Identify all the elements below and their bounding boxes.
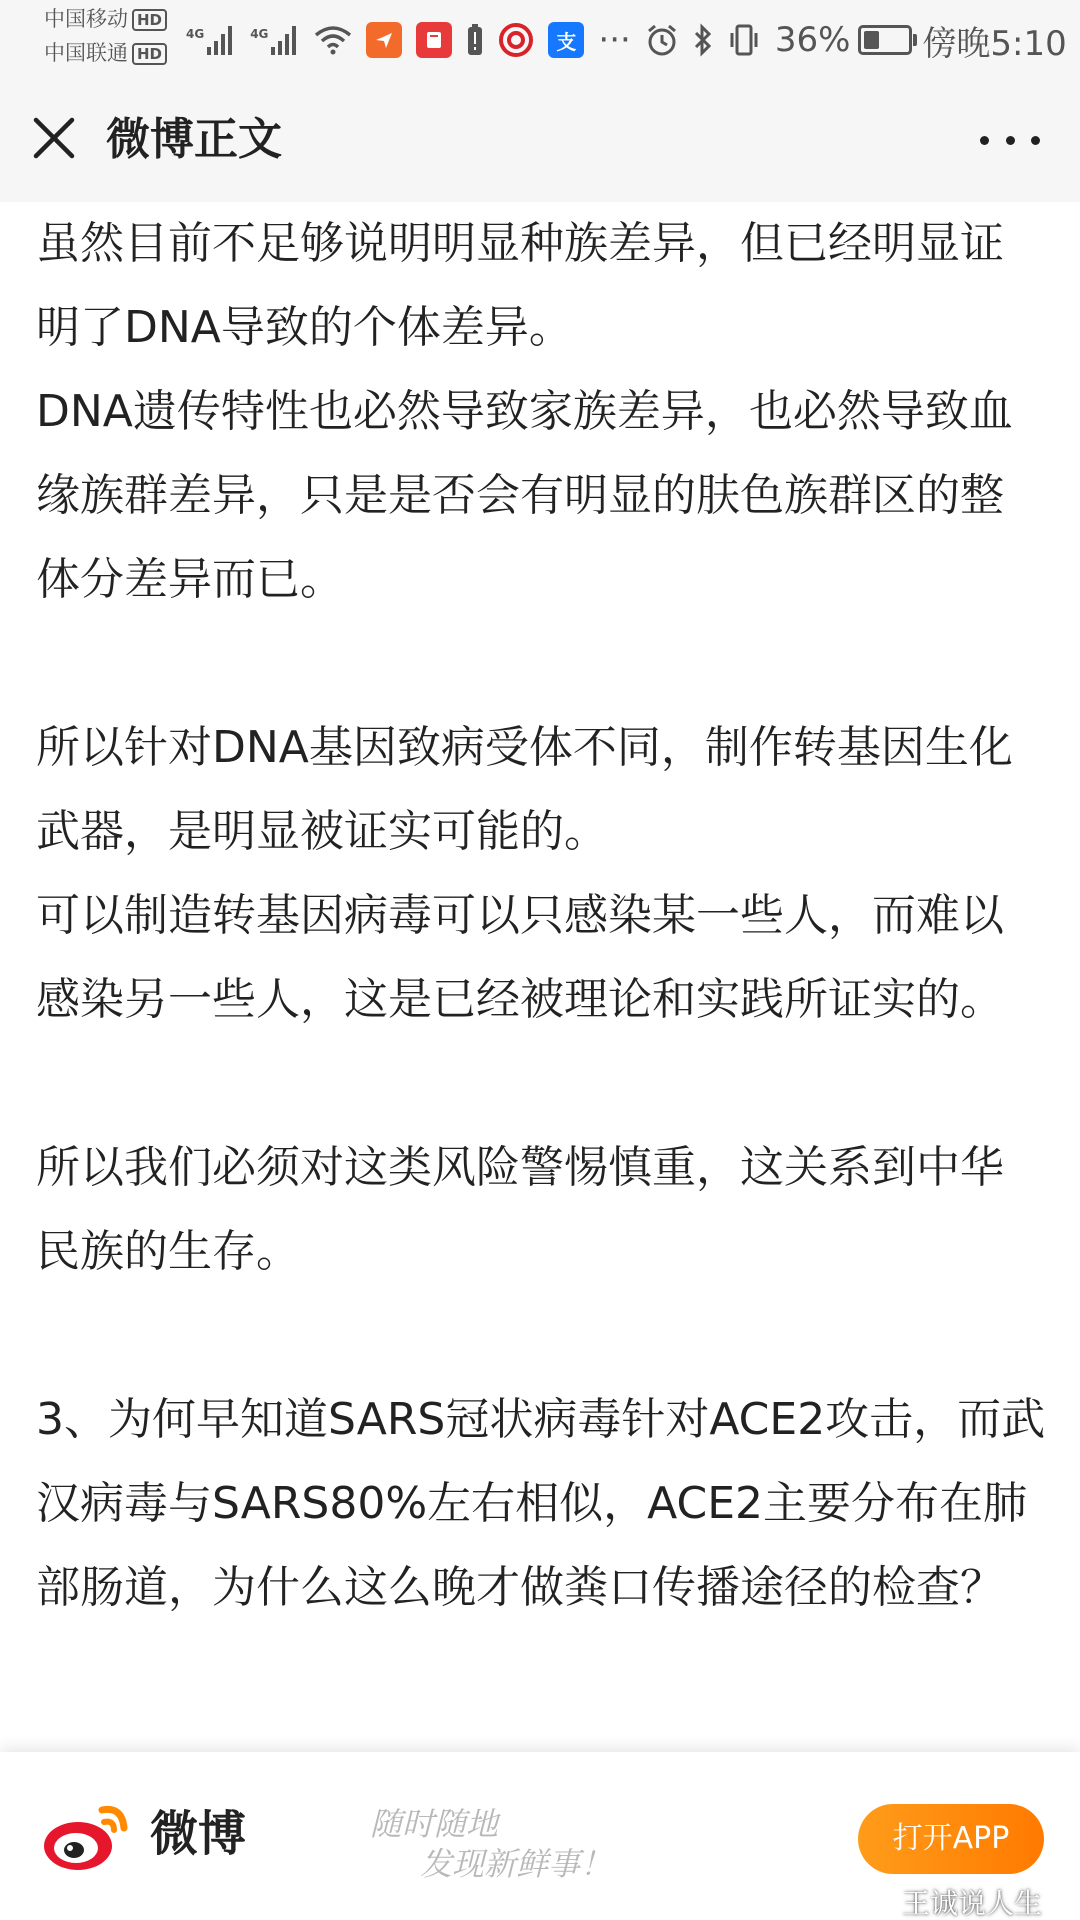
paragraph-spacer	[36, 1042, 1046, 1126]
battery-icon	[858, 25, 912, 55]
post-paragraph: DNA遗传特性也必然导致家族差异，也必然导致血缘族群差异，只是是否会有明显的肤色族群区的整体分差异而已。	[36, 386, 1013, 605]
more-dots-icon	[980, 136, 989, 145]
post-paragraph: 可以制造转基因病毒可以只感染某一些人，而难以感染另一些人，这是已经被理论和实践所证实的。	[36, 890, 1004, 1025]
hd-badge-2: HD	[132, 43, 167, 65]
email-app-icon	[366, 22, 402, 58]
weibo-logo-icon	[40, 1796, 140, 1876]
open-app-button[interactable]: 打开APP	[858, 1804, 1044, 1874]
status-bar	[0, 0, 1080, 82]
book-app-icon	[416, 22, 452, 58]
post-paragraph: 所以我们必须对这类风险警惕慎重，这关系到中华民族的生存。	[36, 1142, 1004, 1277]
post-paragraph: 所以针对DNA基因致病受体不同，制作转基因生化武器，是明显被证实可能的。	[36, 722, 1013, 857]
carrier-1	[44, 7, 167, 31]
slogan-line-1: 随时随地	[370, 1805, 499, 1843]
brand-name: 微博	[150, 1806, 247, 1862]
sim2-network-label: 4G	[250, 27, 269, 41]
post-paragraph: 虽然目前不足够说明明显种族差异，但已经明显证明了DNA导致的个体差异。	[36, 218, 1004, 353]
battery-percent: 36%	[774, 20, 851, 60]
carrier-2	[44, 41, 167, 65]
alarm-icon	[645, 23, 679, 57]
news-app-icon	[498, 22, 534, 58]
vibrate-icon	[727, 23, 761, 57]
battery-fill	[864, 31, 879, 49]
more-dots-icon	[1006, 136, 1015, 145]
alipay-icon: 支	[548, 22, 584, 58]
bluetooth-icon	[693, 23, 713, 57]
wifi-icon	[314, 25, 352, 55]
paragraph-spacer	[36, 622, 1046, 706]
post-body	[36, 202, 1046, 1752]
top-nav-bar	[0, 82, 1080, 202]
hd-badge-1: HD	[132, 9, 167, 31]
app-promo-bar	[0, 1752, 1080, 1920]
close-icon	[30, 114, 78, 162]
status-icons	[186, 14, 1067, 66]
signal-sim2-icon	[250, 23, 300, 57]
wechat-watermark	[862, 1882, 1042, 1920]
post-paragraph: 3、为何早知道SARS冠状病毒针对ACE2攻击，而武汉病毒与SARS80%左右相似，ACE2主要分布在肺部肠道，为什么这么晚才做粪口传播途径的检查？	[36, 1394, 1046, 1613]
more-dots-icon	[1031, 136, 1040, 145]
slogan-line-2: 发现新鲜事！	[420, 1845, 613, 1883]
wechat-icon	[862, 1888, 894, 1916]
watermark-text: 王诚说人生	[902, 1887, 1043, 1920]
carrier-2-name: 中国联通	[44, 41, 128, 65]
more-options-button[interactable]	[980, 122, 1040, 158]
carrier-1-name: 中国移动	[44, 7, 128, 31]
more-notifications-indicator: ···	[598, 20, 631, 60]
sim1-network-label: 4G	[186, 27, 205, 41]
close-button[interactable]	[30, 114, 78, 162]
status-time: 傍晚5:10	[922, 23, 1067, 64]
signal-sim1-icon	[186, 23, 236, 57]
paragraph-spacer	[36, 1294, 1046, 1378]
page-title: 微博正文	[106, 114, 282, 165]
battery-alert-icon	[466, 23, 484, 57]
